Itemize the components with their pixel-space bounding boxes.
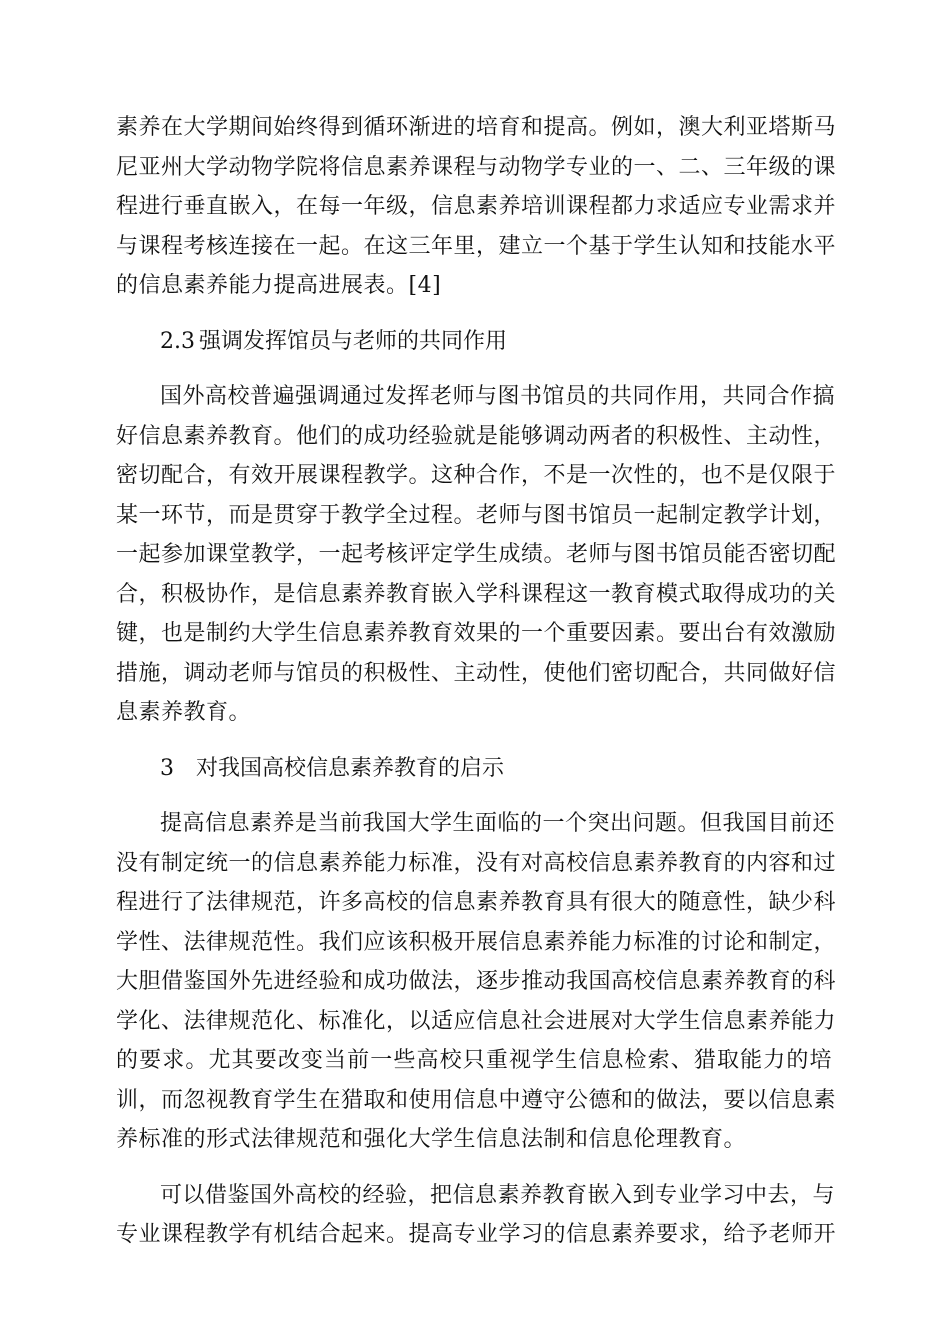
text-line: 国外高校普遍强调通过发挥老师与图书馆员的共同作用，共同合作搞 [160, 384, 836, 409]
text-line: 的要求。尤其要改变当前一些高校只重视学生信息检索、猎取能力的培 [116, 1048, 832, 1073]
text-line: 一起参加课堂教学，一起考核评定学生成绩。老师与图书馆员能否密切配 [116, 542, 837, 567]
text-line: 程进行垂直嵌入，在每一年级，信息素养培训课程都力求适应专业需求并 [116, 194, 837, 219]
text-line: 与课程考核连接在一起。在这三年里，建立一个基于学生认知和技能水平 [116, 233, 837, 259]
text-line: 专业课程教学有机结合起来。提高专业学习的信息素养要求，给予老师开 [116, 1222, 837, 1247]
text-line: 学性、法律规范性。我们应该积极开展信息素养能力标准的讨论和制定， [116, 929, 837, 955]
text-line: 尼亚州大学动物学院将信息素养课程与动物学专业的一、二、三年级的课 [116, 154, 837, 180]
text-line: 的信息素养能力提高进展表。[4] [116, 273, 442, 298]
text-line: 措施，调动老师与馆员的积极性、主动性，使他们密切配合，共同做好信 [116, 660, 837, 686]
section-heading-3 [116, 749, 832, 789]
text-line: 养标准的形式法律规范和强化大学生信息法制和信息伦理教育。 [116, 1127, 747, 1152]
text-line: 大胆借鉴国外先进经验和成功做法，逐步推动我国高校信息素养教育的科 [116, 969, 837, 994]
section-number: 2.3 [160, 328, 195, 354]
text-line: 息素养教育。 [116, 700, 252, 725]
text-line: 可以借鉴国外高校的经验，把信息素养教育嵌入到专业学习中去，与 [160, 1182, 836, 1208]
text-line: 训，而忽视教育学生在猎取和使用信息中遵守公德和的做法，要以信息素 [116, 1087, 837, 1113]
text-line: 提高信息素养是当前我国大学生面临的一个突出问题。但我国目前还 [160, 811, 836, 836]
text-line: 素养在大学期间始终得到循环渐进的培育和提高。例如，澳大利亚塔斯马 [116, 115, 837, 140]
paragraph [116, 1176, 837, 1255]
section-title: 强调发挥馆员与老师的共同作用 [199, 328, 508, 354]
text-line: 密切配合，有效开展课程教学。这种合作，不是一次性的，也不是仅限于 [116, 463, 837, 488]
text-line: 没有制定统一的信息素养能力标准，没有对高校信息素养教育的内容和过 [116, 850, 837, 876]
document-body [116, 108, 837, 1255]
paragraph-continuation [116, 108, 837, 306]
text-line: 键，也是制约大学生信息素养教育效果的一个重要因素。要出台有效激励 [116, 621, 837, 646]
text-line: 程进行了法律规范，许多高校的信息素养教育具有很大的随意性，缺少科 [116, 890, 837, 915]
paragraph [116, 804, 837, 1160]
section-number: 3 [160, 755, 174, 781]
paragraph [116, 377, 837, 733]
text-line: 某一环节，而是贯穿于教学全过程。老师与图书馆员一起制定教学计划， [116, 502, 837, 528]
section-heading-2-3 [116, 322, 832, 362]
text-line: 好信息素养教育。他们的成功经验就是能够调动两者的积极性、主动性， [116, 423, 837, 449]
text-line: 合，积极协作，是信息素养教育嵌入学科课程这一教育模式取得成功的关 [116, 581, 837, 607]
section-title: 对我国高校信息素养教育的启示 [196, 755, 505, 781]
text-line: 学化、法律规范化、标准化，以适应信息社会进展对大学生信息素养能力 [116, 1008, 837, 1034]
